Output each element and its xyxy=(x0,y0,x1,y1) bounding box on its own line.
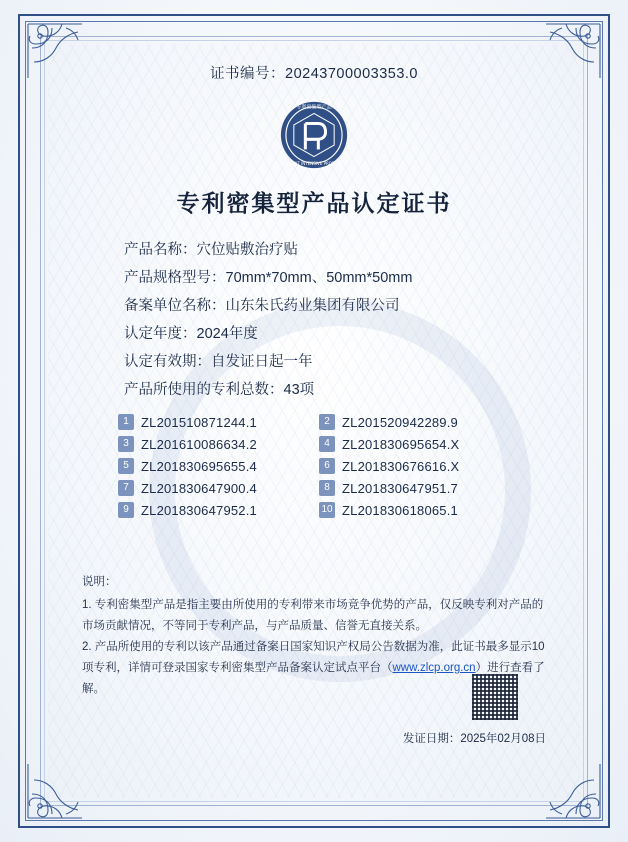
patent-index-badge: 8 xyxy=(319,480,335,496)
patent-index-badge: 4 xyxy=(319,436,335,452)
certificate-number xyxy=(60,62,568,83)
qr-code[interactable] xyxy=(472,674,518,720)
certificate-number-value: 20243700003353.0 xyxy=(285,66,418,82)
patent-number: ZL201610086634.2 xyxy=(141,436,257,452)
issue-date: 发证日期：2025年02月08日 xyxy=(402,733,546,745)
field-row xyxy=(124,320,504,348)
field-label: 认定年度： xyxy=(124,326,197,342)
svg-text:专利密集型产品: 专利密集型产品 xyxy=(296,104,332,111)
patent-index-badge: 10 xyxy=(319,502,335,518)
field-value: 自发证日起一年 xyxy=(211,354,313,370)
patent-index-badge: 2 xyxy=(319,414,335,430)
patent-number: ZL201830647951.7 xyxy=(342,480,458,496)
patent-index-badge: 5 xyxy=(118,458,134,474)
field-row xyxy=(124,348,504,376)
page-title: 专利密集型产品认定证书 xyxy=(176,190,452,217)
list-item xyxy=(319,458,510,474)
note-line-1: 1. 专利密集型产品是指主要由所使用的专利带来市场竞争优势的产品，仅反映专利对产品的市场贡献情况，不等同于专利产品，与产品质量、信誉无直接关系。 xyxy=(82,599,544,632)
patent-number: ZL201830618065.1 xyxy=(342,502,458,518)
notes-title: 说明： xyxy=(82,576,117,588)
patent-number: ZL201830695654.X xyxy=(342,436,460,452)
list-item xyxy=(319,414,510,430)
patent-number: ZL201830695655.4 xyxy=(141,458,257,474)
field-row xyxy=(124,236,504,264)
patent-number: ZL201830647952.1 xyxy=(141,502,257,518)
svg-text:PATENT INTENSIVE PRODUCT: PATENT INTENSIVE PRODUCT xyxy=(284,161,344,167)
field-label: 认定有效期： xyxy=(124,354,211,370)
list-item xyxy=(118,458,309,474)
list-item xyxy=(319,502,510,518)
certificate-content xyxy=(60,52,568,790)
emblem-container xyxy=(60,99,568,171)
list-item xyxy=(118,436,309,452)
field-label: 备案单位名称： xyxy=(124,298,226,314)
field-label: 产品所使用的专利总数： xyxy=(124,382,284,398)
field-value: 2024年度 xyxy=(196,326,258,342)
field-value: 穴位贴敷治疗贴 xyxy=(196,242,298,258)
field-value: 70mm*70mm、50mm*50mm xyxy=(225,270,413,286)
patent-index-badge: 3 xyxy=(118,436,134,452)
list-item xyxy=(319,436,510,452)
patent-number: ZL201830676616.X xyxy=(342,458,460,474)
field-row xyxy=(124,264,504,292)
field-value: 43项 xyxy=(283,382,315,398)
patent-number: ZL201830647900.4 xyxy=(141,480,257,496)
patent-index-badge: 1 xyxy=(118,414,134,430)
certificate-number-label: 证书编号： xyxy=(210,66,285,82)
field-label: 产品规格型号： xyxy=(124,270,226,286)
note-line-2-part1: 2. 产品所使用的专利以该产品通过备案日国家知识产权局公告数据为准，此证书最多显示10项专利，详情可登录国家专利密集型产品备案认定试点平台（ xyxy=(82,641,545,674)
platform-link[interactable]: www.zlcp.org.cn xyxy=(392,662,476,674)
field-row xyxy=(124,292,504,320)
field-list xyxy=(124,236,504,404)
patent-number: ZL201510871244.1 xyxy=(141,414,257,430)
note-line-2-part2: ）进行查看了解。 xyxy=(82,662,545,695)
field-row xyxy=(124,376,504,404)
field-value: 山东朱氏药业集团有限公司 xyxy=(225,298,400,314)
patent-index-badge: 9 xyxy=(118,502,134,518)
patent-list xyxy=(118,414,510,518)
list-item xyxy=(118,414,309,430)
list-item xyxy=(319,480,510,496)
list-item xyxy=(118,480,309,496)
field-label: 产品名称： xyxy=(124,242,197,258)
national-emblem-icon xyxy=(278,99,350,171)
patent-number: ZL201520942289.9 xyxy=(342,414,458,430)
patent-index-badge: 7 xyxy=(118,480,134,496)
list-item xyxy=(118,502,309,518)
patent-index-badge: 6 xyxy=(319,458,335,474)
